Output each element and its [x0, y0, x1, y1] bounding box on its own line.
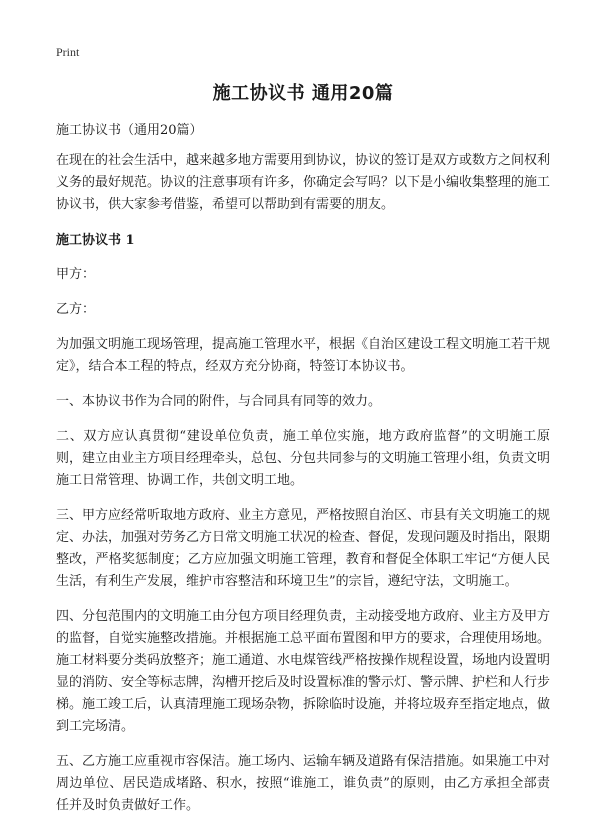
- clause-1: 一、本协议书作为合同的附件，与合同具有同等的效力。: [56, 394, 382, 409]
- clause-4: 四、分包范围内的文明施工由分包方项目经理负责，主动接受地方政府、业主方及甲方的监督，自觉实施整改措施。并根据施工总平面布置图和甲方的要求，合理使用场地。施工材料要分类码放整齐；施工通道、水电煤管线严格按操作规程设置，场地内设置明显的消防、安全等标志牌，沟槽开挖后及时设置标准的警示灯、警示牌、护栏和人行步梯。施工竣工后，认真清理施工现场杂物，拆除临时设施，并将垃圾弃至指定地点，做到工完场清。: [56, 609, 551, 734]
- party-b-line: 乙方：: [56, 302, 96, 317]
- clause-3: 三、甲方应经常听取地方政府、业主方意见，严格按照自治区、市县有关文明施工的规定、办法，加强对劳务乙方日常文明施工状况的检查、督促，发现问题及时指出，限期整改，严格奖惩制度；乙方应加强文明施工管理，教育和督促全体职工牢记“方便人民生活，有利生产发展，维护市容整洁和环境卫生”的宗旨，遵纪守法，文明施工。: [56, 508, 551, 589]
- section-heading: 施工协议书 1: [56, 233, 135, 248]
- document-subtitle: 施工协议书（通用20篇）: [56, 123, 203, 138]
- clause-5: 五、乙方施工应重视市容保洁。施工场内、运输车辆及道路有保洁措施。如果施工中对周边单位、居民造成堵路、积水，按照“谁施工，谁负责”的原则，由乙方承担全部责任并及时负责做好工作。: [56, 754, 551, 813]
- party-a-line: 甲方：: [56, 267, 96, 282]
- page-title: 施工协议书 通用20篇: [212, 83, 394, 104]
- intro-paragraph: 在现在的社会生活中，越来越多地方需要用到协议，协议的签订是双方或数方之间权利义务的最好规范。协议的注意事项有许多，你确定会写吗？以下是小编收集整理的施工协议书，供大家参考借鉴，希望可以帮助到有需要的朋友。: [56, 153, 551, 212]
- print-label: Print: [56, 45, 80, 59]
- clause-2: 二、双方应认真贯彻“建设单位负责，施工单位实施，地方政府监督”的文明施工原则，建立由业主方项目经理牵头，总包、分包共同参与的文明施工管理小组，负责文明施工日常管理、协调工作，共创文明工地。: [56, 429, 551, 488]
- purpose-paragraph: 为加强文明施工现场管理，提高施工管理水平，根据《自治区建设工程文明施工若干规定》，结合本工程的特点，经双方充分协商，特签订本协议书。: [56, 337, 551, 374]
